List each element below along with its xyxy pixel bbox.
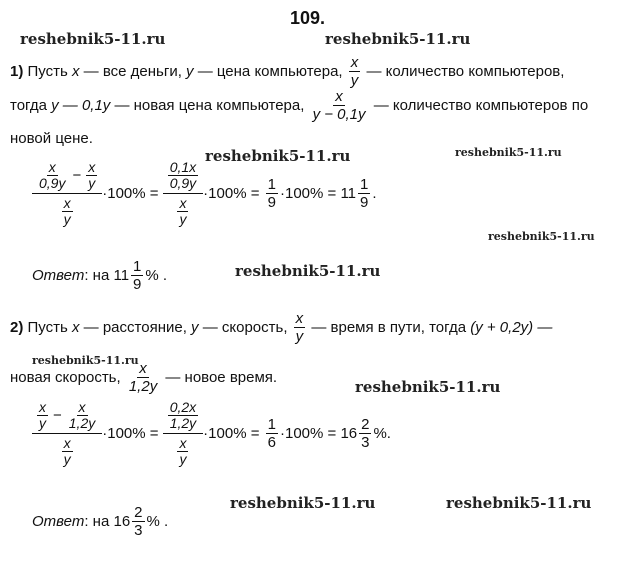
text: — количество компьютеров по <box>373 97 589 114</box>
numerator: 2 <box>361 416 370 433</box>
var-x: x <box>72 319 80 336</box>
var-y: y <box>186 63 194 80</box>
fraction-x-over-y <box>349 54 361 89</box>
page-number: 109. <box>290 8 326 28</box>
text: ·100% = <box>102 425 159 442</box>
watermark: reshebnik5-11.ru <box>446 494 592 512</box>
p1-answer <box>32 258 167 293</box>
expression: y — 0,1y <box>51 97 111 114</box>
text: — новое время. <box>165 369 278 386</box>
numerator: x <box>78 399 86 415</box>
p2-number: 2) <box>10 319 24 336</box>
minus-sign: − <box>53 407 62 424</box>
denominator: y <box>350 72 359 89</box>
fraction <box>86 160 97 191</box>
denominator: y <box>295 328 304 345</box>
answer-label: Ответ <box>32 513 85 530</box>
text: — цена компьютера, <box>197 63 343 80</box>
denominator: y <box>63 451 71 467</box>
numerator: 1 <box>267 176 276 193</box>
fraction <box>168 400 198 431</box>
complex-numerator <box>163 160 203 194</box>
denominator: y <box>179 211 187 227</box>
complex-denominator <box>57 194 78 227</box>
watermark: reshebnik5-11.ru <box>488 230 595 243</box>
watermark: reshebnik5-11.ru <box>325 30 471 48</box>
numerator: x <box>88 159 96 175</box>
numerator: x <box>350 54 359 71</box>
numerator: x <box>139 360 147 377</box>
text: . <box>372 185 377 202</box>
denominator: 1,2y <box>169 415 197 431</box>
text: : на 11 <box>84 267 130 284</box>
complex-numerator <box>32 160 102 194</box>
fraction-one-sixth <box>266 416 278 451</box>
expression: (y + 0,2y) — <box>470 319 553 336</box>
fraction-two-thirds <box>359 416 371 451</box>
numerator: x <box>335 88 343 105</box>
fraction-new-time <box>127 360 159 395</box>
numerator: 0,1x <box>169 159 197 175</box>
numerator: 1 <box>360 176 369 193</box>
complex-fraction <box>32 160 102 227</box>
watermark: reshebnik5-11.ru <box>32 354 139 367</box>
numerator: 1 <box>133 258 142 275</box>
denominator: 9 <box>360 194 369 211</box>
numerator: 1 <box>267 416 276 433</box>
denominator: y <box>88 175 96 191</box>
answer-label: Ответ <box>32 267 85 284</box>
denominator: 6 <box>267 434 276 451</box>
fraction <box>168 160 198 191</box>
complex-fraction <box>163 160 203 227</box>
p2-line1 <box>10 310 552 345</box>
denominator: 1,2y <box>128 378 158 395</box>
complex-numerator <box>163 400 203 434</box>
p1-line2 <box>10 88 588 123</box>
text: ·100% = <box>102 185 159 202</box>
denominator: 0,9y <box>169 175 197 191</box>
text: % . <box>145 267 168 284</box>
fraction <box>62 196 73 227</box>
fraction-one-ninth <box>358 176 370 211</box>
text: новая скорость, <box>10 369 121 386</box>
numerator: 2 <box>134 504 143 521</box>
denominator: y <box>63 211 71 227</box>
fraction-answer <box>132 504 144 539</box>
fraction <box>62 436 73 467</box>
numerator: x <box>48 159 56 175</box>
watermark: reshebnik5-11.ru <box>20 30 166 48</box>
complex-numerator <box>32 400 102 434</box>
numerator: x <box>179 435 187 451</box>
watermark: reshebnik5-11.ru <box>235 262 381 280</box>
text: — новая цена компьютера, <box>114 97 305 114</box>
watermark: reshebnik5-11.ru <box>355 378 501 396</box>
text: ·100% = 16 <box>279 425 358 442</box>
fraction <box>177 196 188 227</box>
text: ·100% = 11 <box>279 185 357 202</box>
numerator: 0,2x <box>169 399 197 415</box>
numerator: x <box>179 195 187 211</box>
var-y: y <box>191 319 199 336</box>
complex-denominator <box>57 434 78 467</box>
denominator: 1,2y <box>68 415 96 431</box>
fraction-x-over-y <box>294 310 306 345</box>
p1-calculation <box>32 160 377 227</box>
text: ·100% = <box>203 185 260 202</box>
watermark: reshebnik5-11.ru <box>205 147 351 165</box>
numerator: x <box>295 310 304 327</box>
denominator: 0,9y <box>39 175 66 191</box>
denominator: y <box>179 451 187 467</box>
fraction <box>37 400 48 431</box>
watermark: reshebnik5-11.ru <box>230 494 376 512</box>
var-x: x <box>72 63 80 80</box>
p2-line2 <box>10 360 277 395</box>
complex-denominator <box>172 194 193 227</box>
p1-line1 <box>10 54 564 89</box>
text: — все деньги, <box>83 63 182 80</box>
text: ·100% = <box>203 425 260 442</box>
denominator: y <box>39 415 46 431</box>
fraction-new-count <box>311 88 368 123</box>
watermark: reshebnik5-11.ru <box>455 146 562 159</box>
complex-denominator <box>172 434 193 467</box>
text: : на 16 <box>84 513 131 530</box>
text: — количество компьютеров, <box>366 63 565 80</box>
p1-line3: новой цене. <box>10 130 93 147</box>
fraction-one-ninth <box>266 176 278 211</box>
complex-fraction <box>163 400 203 467</box>
text: Пусть <box>27 63 68 80</box>
denominator: 3 <box>361 434 370 451</box>
p2-calculation <box>32 400 391 467</box>
text: тогда <box>10 97 47 114</box>
denominator: 3 <box>134 522 143 539</box>
text: — время в пути, тогда <box>311 319 467 336</box>
numerator: x <box>63 435 71 451</box>
complex-fraction <box>32 400 102 467</box>
fraction <box>177 436 188 467</box>
text: %. <box>373 425 391 442</box>
text: % . <box>146 513 169 530</box>
denominator: 9 <box>133 276 142 293</box>
text: Пусть <box>27 319 68 336</box>
minus-sign: − <box>72 167 82 184</box>
fraction-answer <box>131 258 143 293</box>
text: — расстояние, <box>83 319 187 336</box>
fraction <box>67 400 97 431</box>
denominator: 9 <box>267 194 276 211</box>
p1-number: 1) <box>10 63 24 80</box>
fraction <box>37 160 67 191</box>
denominator: y − 0,1y <box>312 106 366 123</box>
numerator: x <box>39 399 46 415</box>
text: — скорость, <box>202 319 288 336</box>
p2-answer <box>32 504 168 539</box>
numerator: x <box>63 195 71 211</box>
